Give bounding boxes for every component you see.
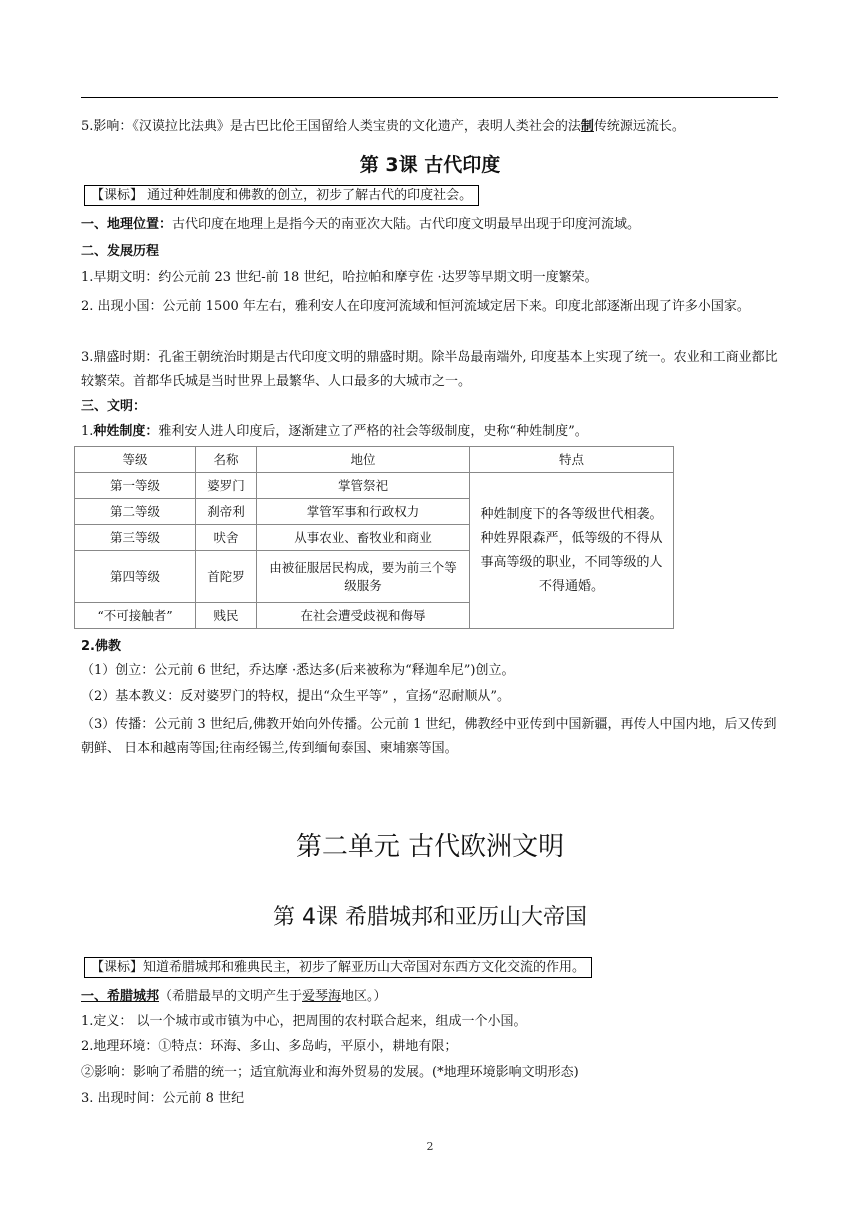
history-item-2: 2. 出现小国：公元前 1500 年左右，雅利安人在印度河流域和恒河流域定居下来。印度北部逐渐出现了许多小国家。 — [81, 299, 750, 314]
section-civilization-heading: 三、文明： — [81, 399, 147, 414]
table-header: 地位 — [257, 447, 470, 473]
table-header: 特点 — [470, 447, 674, 473]
city-state-item-2: 2.地理环境：①特点：环海、多山、多岛屿，平原小，耕地有限； — [81, 1039, 458, 1054]
header-rule — [81, 97, 778, 98]
text-part: （希腊最早的文明产生于 — [159, 989, 303, 1004]
table-cell: “不可接触者” — [75, 603, 196, 629]
table-cell: 婆罗门 — [196, 473, 257, 499]
section-history-heading: 二、发展历程 — [81, 244, 160, 259]
table-cell: 第一等级 — [75, 473, 196, 499]
lesson-4-standard: 【课标】知道希腊城邦和雅典民主，初步了解亚历山大帝国对东西方文化交流的作用。 — [84, 957, 592, 978]
table-cell: 第四等级 — [75, 551, 196, 603]
page-number: 2 — [426, 1140, 434, 1153]
text-part: 传统源远流长。 — [593, 119, 685, 134]
lesson-4-title: 第 4课 希腊城邦和亚历山大帝国 — [273, 905, 587, 930]
caste-table — [74, 446, 674, 629]
section-city-state — [81, 988, 781, 1006]
lesson-3-title: 第 3课 古代印度 — [359, 154, 501, 176]
city-state-item-3: ②影响：影响了希腊的统一；适宜航海业和海外贸易的发展。(*地理环境影响文明形态) — [81, 1065, 579, 1080]
section-heading: 一、希腊城邦 — [81, 989, 160, 1004]
table-cell: 掌管祭祀 — [257, 473, 470, 499]
table-feature-cell: 种姓制度下的各等级世代相袭。种姓界限森严，低等级的不得从事高等级的职业，不同等级的人不得通婚。 — [470, 473, 674, 629]
section-geography — [81, 216, 781, 234]
table-cell: 从事农业、畜牧业和商业 — [257, 525, 470, 551]
buddhism-heading: 2.佛教 — [81, 639, 121, 654]
table-cell: 由被征服居民构成，要为前三个等级服务 — [257, 551, 470, 603]
table-cell: 贱民 — [196, 603, 257, 629]
table-cell: 吠舍 — [196, 525, 257, 551]
table-cell: 在社会遭受歧视和侮辱 — [257, 603, 470, 629]
history-item-1: 1.早期文明：约公元前 23 世纪-前 18 世纪，哈拉帕和摩亨佐 ·达罗等早期文明一度繁荣。 — [81, 270, 598, 285]
history-item-3: 3.鼎盛时期：孔雀王朝统治时期是古代印度文明的鼎盛时期。除半岛最南端外, 印度基本上实现了统一。农业和工商业都比较繁荣。首都华氏城是当时世界上最繁华、人口最多的大城市之一。 — [81, 350, 778, 389]
table-row — [75, 473, 674, 499]
table-header: 等级 — [75, 447, 196, 473]
table-cell: 第三等级 — [75, 525, 196, 551]
city-state-item-4: 3. 出现时间：公元前 8 世纪 — [81, 1091, 245, 1106]
table-header: 名称 — [196, 447, 257, 473]
table-header-row — [75, 447, 674, 473]
table-cell: 首陀罗 — [196, 551, 257, 603]
section-heading: 一、地理位置： — [81, 217, 173, 232]
text-part: 1. — [81, 424, 94, 439]
section-text: 古代印度在地理上是指今天的南亚次大陆。古代印度文明最早出现于印度河流域。 — [172, 217, 641, 232]
underlined-term: 爱琴海 — [302, 989, 342, 1004]
paragraph-influence — [81, 118, 781, 136]
caste-text: 雅利安人进人印度后，逐渐建立了严格的社会等级制度，史称“种姓制度”。 — [158, 424, 588, 439]
city-state-item-1: 1.定义： 以一个城市或市镇为中心，把周围的农村联合起来，组成一个小国。 — [81, 1014, 527, 1029]
emphasis-text: 制 — [580, 119, 594, 134]
table-cell: 刹帝利 — [196, 499, 257, 525]
text-part: 5.影响：《汉谟拉比法典》是古巴比伦王国留给人类宝贵的文化遗产，表明人类社会的法 — [81, 119, 581, 134]
table-cell: 掌管军事和行政权力 — [257, 499, 470, 525]
buddhism-item-2: （2）基本教义：反对婆罗门的特权，提出“众生平等” ，宣扬“忍耐顺从”。 — [81, 689, 510, 704]
caste-intro — [81, 423, 781, 441]
table-cell: 第二等级 — [75, 499, 196, 525]
unit-2-title: 第二单元 古代欧洲文明 — [295, 832, 565, 862]
caste-heading: 种姓制度： — [93, 424, 159, 439]
text-part: 地区。） — [341, 989, 387, 1004]
lesson-3-standard: 【课标】 通过种姓制度和佛教的创立，初步了解古代的印度社会。 — [84, 185, 479, 206]
buddhism-item-3: （3）传播：公元前 3 世纪后,佛教开始向外传播。公元前 1 世纪，佛教经中亚传到中国新疆，再传人中国内地，后又传到朝鲜、 日本和越南等国;往南经锡兰,传到缅甸泰国、柬埔寨等国。 — [81, 717, 777, 756]
buddhism-item-1: （1）创立：公元前 6 世纪，乔达摩 ·悉达多(后来被称为“释迦牟尼”)创立。 — [81, 663, 515, 678]
